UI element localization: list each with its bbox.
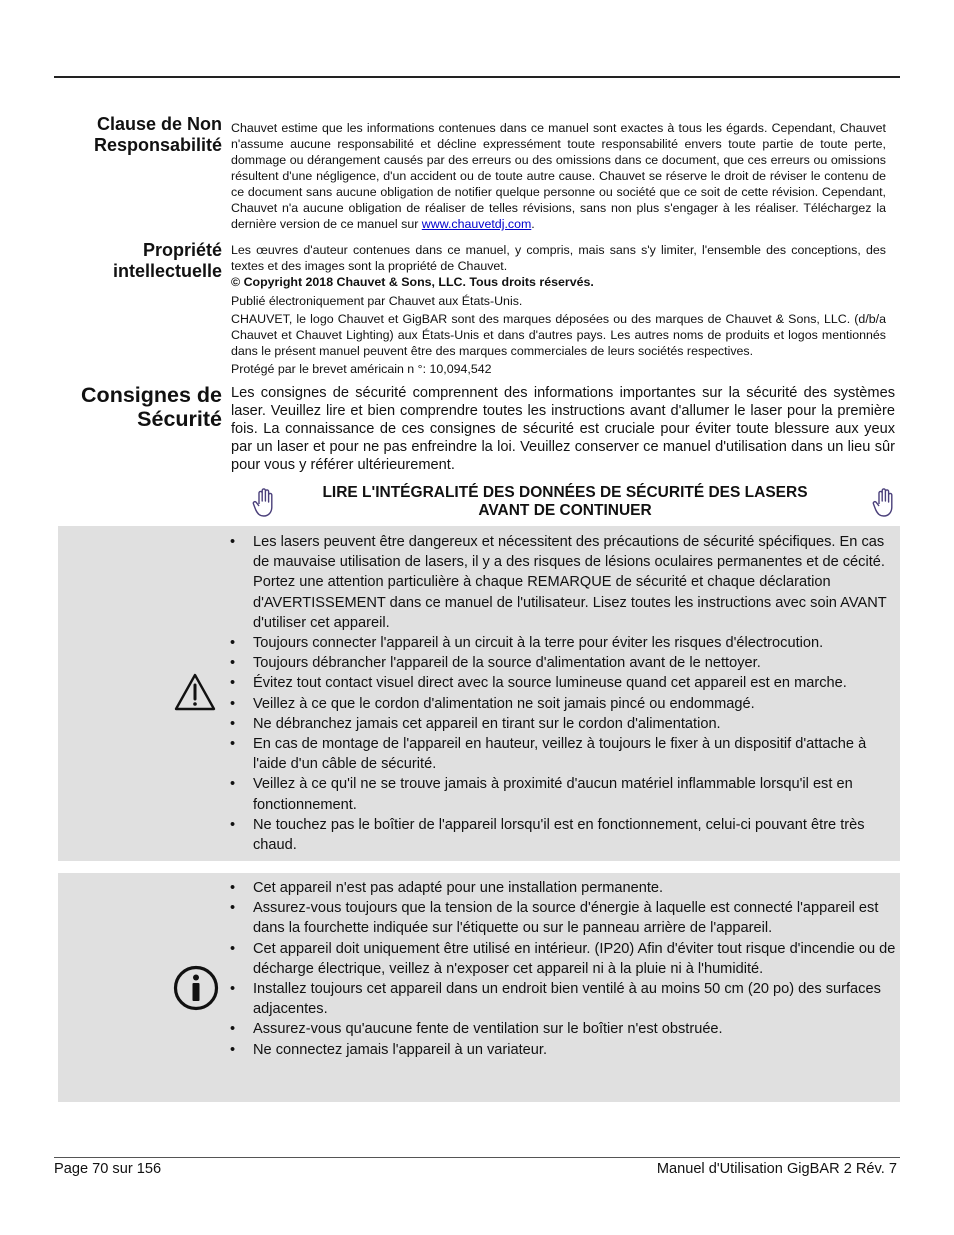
page-number: Page 70 sur 156 xyxy=(54,1161,162,1177)
disclaimer-text: Chauvet estime que les informations contenues dans ce manuel sont exactes à tous les égards. Cependant, Chauvet n'assume aucune responsabilité et décline expressément toute responsabilité envers toute partie de toute perte, dommage ou dérangement causés par des erreurs ou des omissions dans ce document, que ces erreurs ou omissions résultent d'une négligence, d'un accident ou de toute autre cause. Chauvet se réserve le droit de réviser le contenu de ce document sans aucune obligation de notifier quelque personne ou société que ce soit de cette révision. Cependant, Chauvet n'a aucune obligation de réaliser de telles révisions, sans non plus s'engager à les réaliser. Téléchargez la dernière version de ce manuel sur www.chauvetdj.com. xyxy=(231,121,886,231)
list-item: • En cas de montage de l'appareil en hauteur, veillez à toujours le fixer à un dispositif d'attache à l'aide d'un câble de sécurité. xyxy=(230,734,900,774)
warning-panel xyxy=(58,526,900,861)
intellectual-property-heading: Propriété intellectuelle xyxy=(112,240,222,281)
list-item: • Toujours connecter l'appareil à un circuit à la terre pour éviter les risques d'électrocution. xyxy=(230,633,900,653)
list-item: • Toujours débrancher l'appareil de la source d'alimentation avant de le nettoyer. xyxy=(230,653,900,673)
info-panel xyxy=(58,873,900,1102)
list-item: • Ne connectez jamais l'appareil à un variateur. xyxy=(230,1040,900,1060)
patent-notice: Protégé par le brevet américain n °: 10,094,542 xyxy=(231,362,492,377)
list-item: • Veillez à ce que le cordon d'alimentation ne soit jamais pincé ou endommagé. xyxy=(230,694,900,714)
ip-paragraph: CHAUVET, le logo Chauvet et GigBAR sont des marques déposées ou des marques de Chauvet & Sons, LLC. (d/b/a Chauvet et Chauvet Lighting) aux États-Unis et dans d'autres pays. Les autres noms de produits et logos mentionnés dans le présent manuel peuvent être des marques commerciales de leurs sociétés respectives. xyxy=(231,311,886,359)
list-item: • Ne débranchez jamais cet appareil en tirant sur le cordon d'alimentation. xyxy=(230,714,900,734)
intellectual-property-text xyxy=(231,242,886,378)
warning-triangle-icon xyxy=(173,672,217,712)
info-list xyxy=(230,878,900,1060)
top-rule xyxy=(54,76,900,78)
warning-list xyxy=(230,532,900,855)
list-item: • Assurez-vous toujours que la tension de la source d'énergie à laquelle est connecté l'appareil est dans la fourchette indiquée sur l'étiquette ou sur le panneau arrière de l'appareil. xyxy=(230,898,900,938)
list-item: • Cet appareil n'est pas adapté pour une installation permanente. xyxy=(230,878,900,898)
safety-heading: Consignes de Sécurité xyxy=(81,383,222,431)
list-item: • Installez toujours cet appareil dans un endroit bien ventilé à au moins 50 cm (20 po) des surfaces adjacentes. xyxy=(230,979,900,1019)
ip-paragraph: Les œuvres d'auteur contenues dans ce manuel, y compris, mais sans s'y limiter, l'ensemble des conceptions, des textes et des images sont la propriété de Chauvet. xyxy=(231,243,886,274)
ip-paragraph: Publié électroniquement par Chauvet aux États-Unis. xyxy=(231,293,523,308)
list-item: • Ne touchez pas le boîtier de l'appareil lorsqu'il est en fonctionnement, celui-ci pouvant être très chaud. xyxy=(230,815,900,855)
chauvet-website-link[interactable]: www.chauvetdj.com xyxy=(421,217,532,231)
list-item: • Assurez-vous qu'aucune fente de ventilation sur le boîtier n'est obstruée. xyxy=(230,1019,900,1039)
safety-intro-text: Les consignes de sécurité comprennent des informations importantes sur la sécurité des systèmes laser. Veuillez lire et bien comprendre toutes les instructions avant d'allumer le laser pour la première fois. La connaissance de ces consignes de sécurité est cruciale pour éviter toute blessure aux yeux par un laser et pour ne pas enfreindre la loi. Veuillez conserver ce manuel d'utilisation dans un lieu sûr pour vous y référer ultérieurement. xyxy=(231,385,895,473)
list-item: • Veillez à ce qu'il ne se trouve jamais à proximité d'aucun matériel inflammable lorsqu'il est en fonctionnement. xyxy=(230,774,900,814)
document-title: Manuel d'Utilisation GigBAR 2 Rév. 7 xyxy=(656,1161,897,1177)
list-item: • Évitez tout contact visuel direct avec la source lumineuse quand cet appareil est en marche. xyxy=(230,673,900,693)
info-icon xyxy=(173,965,219,1011)
laser-safety-banner xyxy=(230,484,900,524)
banner-title: LIRE L'INTÉGRALITÉ DES DONNÉES DE SÉCURITÉ DES LASERS AVANT DE CONTINUER xyxy=(322,484,808,519)
raised-hand-icon xyxy=(870,486,900,518)
list-item: • Les lasers peuvent être dangereux et nécessitent des précautions de sécurité spécifiques. En cas de mauvaise utilisation de lasers, il y a des risques de lésions oculaires permanentes et de cécité. Portez une attention particulière à chaque REMARQUE de sécurité et chaque déclaration d'AVERTISSEMENT dans ce manuel de l'utilisateur. Lisez toutes les instructions avec soin AVANT d'utiliser cet appareil. xyxy=(230,532,900,633)
footer-rule xyxy=(54,1157,900,1158)
disclaimer-heading: Clause de Non Responsabilité xyxy=(93,114,222,155)
list-item: • Cet appareil doit uniquement être utilisé en intérieur. (IP20) Afin d'éviter tout risque d'incendie ou de décharge électrique, veillez à n'exposer cet appareil ni à la pluie ni à l'humidité. xyxy=(230,939,900,979)
copyright-notice: © Copyright 2018 Chauvet & Sons, LLC. Tous droits réservés. xyxy=(231,275,594,290)
